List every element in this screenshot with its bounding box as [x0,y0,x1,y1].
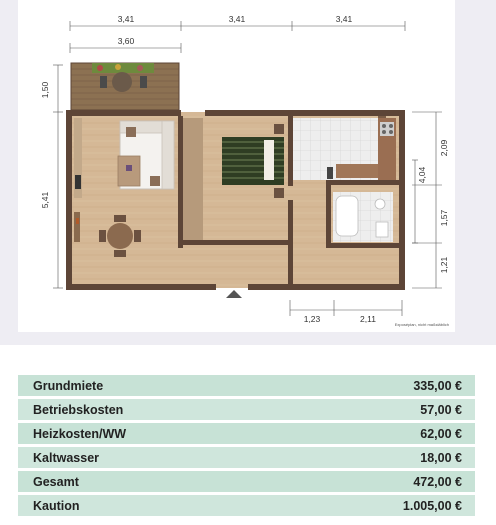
dim-right-3: 1,57 [439,209,449,227]
cost-row-grundmiete [18,375,475,396]
dim-right-2: 4,04 [417,166,427,184]
cost-row-betriebskosten [18,399,475,420]
cost-value: 1.005,00 € [402,498,462,513]
dimension-left [40,65,63,288]
cost-value: 335,00 € [413,378,462,393]
dim-right-1: 2,09 [439,139,449,157]
dim-top-1: 3,41 [117,14,135,24]
dim-bottom-1: 1,23 [303,314,321,324]
cost-label: Grundmiete [33,378,104,393]
cost-row-kaution [18,495,475,516]
plan-note: Exposéplan, nicht maßstäblich [394,322,449,327]
cost-label: Kaltwasser [33,450,100,465]
cost-label: Gesamt [33,474,79,489]
dimension-bottom [290,300,402,324]
cost-value: 57,00 € [420,402,462,417]
dim-right-4: 1,21 [439,256,449,274]
cost-value: 18,00 € [420,450,462,465]
cost-row-kaltwasser [18,447,475,468]
cost-value: 62,00 € [420,426,462,441]
cost-value: 472,00 € [413,474,462,489]
dim-left-main: 5,41 [40,191,50,209]
dimension-right [412,112,449,288]
cost-row-heizkosten [18,423,475,444]
entrance-arrow-icon [226,290,242,298]
dim-left-balcony: 1,50 [40,81,50,99]
dimension-top [70,14,405,53]
dim-top-3: 3,41 [335,14,353,24]
dim-bottom-2: 2,11 [360,314,376,324]
cost-row-gesamt [18,471,475,492]
cost-label: Kaution [33,498,80,513]
dim-top-2: 3,41 [228,14,246,24]
cost-label: Heizkosten/WW [33,426,127,441]
dim-balcony-width: 3,60 [117,36,135,46]
cost-label: Betriebskosten [33,402,124,417]
cost-table [18,375,475,519]
balcony [71,63,179,110]
